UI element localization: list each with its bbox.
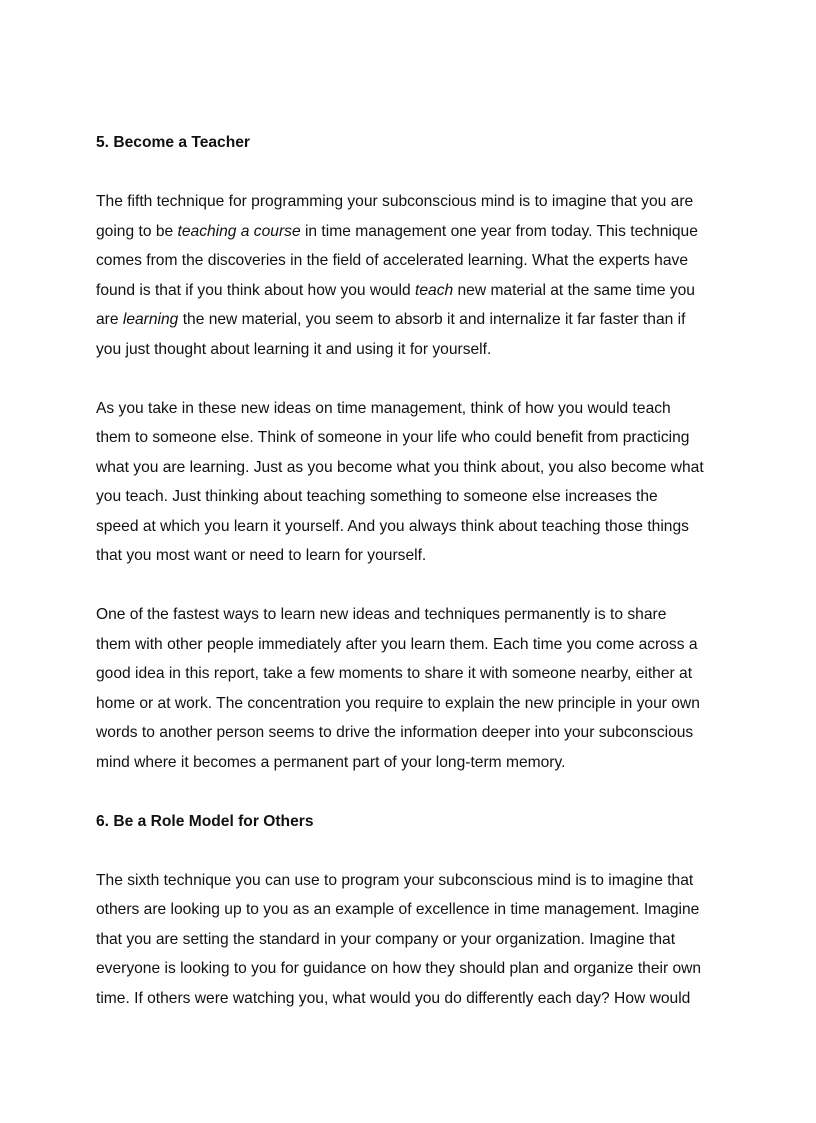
text-segment: comes from the discoveries in the field of accelerated learning. What the experts have (96, 252, 688, 269)
paragraph-spacer (96, 836, 726, 866)
text-segment: good idea in this report, take a few moments to share it with someone nearby, either at (96, 665, 693, 682)
text-line (96, 718, 726, 748)
text-line (96, 246, 726, 276)
text-line (96, 600, 726, 630)
text-segment: everyone is looking to you for guidance on how they should plan and organize their own (96, 960, 702, 977)
text-segment: The sixth technique you can use to program your subconscious mind is to imagine that (96, 871, 694, 889)
text-line (96, 512, 726, 542)
text-line (96, 453, 726, 483)
body-paragraph (96, 187, 726, 364)
italic-segment: teach (415, 281, 454, 299)
text-line (96, 895, 726, 925)
text-segment: in time management one year from today. This technique (300, 222, 698, 240)
text-line (96, 748, 726, 778)
body-paragraph (96, 866, 726, 1014)
text-segment: One of the fastest ways to learn new ideas and techniques permanently is to share (96, 606, 667, 623)
paragraph-spacer (96, 571, 726, 601)
text-line (96, 630, 726, 660)
text-segment: speed at which you learn it yourself. And you always think about teaching those things (96, 517, 689, 535)
text-line (96, 187, 726, 217)
text-line (96, 925, 726, 955)
text-segment: found is that if you think about how you would (96, 281, 416, 299)
text-segment: them to someone else. Think of someone in your life who could benefit from practicing (96, 429, 690, 446)
text-segment: time. If others were watching you, what would you do differently each day? How would (96, 989, 691, 1007)
text-segment: you teach. Just thinking about teaching something to someone else increases the (96, 488, 658, 505)
text-line (96, 954, 726, 984)
text-line (96, 689, 726, 719)
text-segment: that you most want or need to learn for yourself. (96, 547, 427, 564)
text-segment: As you take in these new ideas on time management, think of how you would teach (96, 399, 671, 417)
text-line (96, 305, 726, 335)
text-line (96, 276, 726, 306)
section-spacer (96, 777, 726, 807)
text-line (96, 984, 726, 1014)
text-segment: The fifth technique for programming your subconscious mind is to imagine that you are (96, 193, 694, 210)
italic-segment: teaching a course (177, 222, 301, 240)
document-body (96, 128, 726, 1013)
text-line (96, 423, 726, 453)
text-segment: the new material, you seem to absorb it and internalize it far faster than if (178, 311, 686, 328)
text-line (96, 541, 726, 571)
text-segment: them with other people immediately after you learn them. Each time you come across a (96, 635, 698, 653)
paragraph-spacer (96, 158, 726, 188)
text-line (96, 866, 726, 896)
text-segment: you just thought about learning it and using it for yourself. (96, 340, 492, 358)
text-segment: home or at work. The concentration you require to explain the new principle in your own (96, 694, 700, 712)
paragraph-spacer (96, 364, 726, 394)
body-paragraph (96, 600, 726, 777)
text-line (96, 482, 726, 512)
section-heading: 5. Become a Teacher (96, 134, 250, 151)
section-heading: 6. Be a Role Model for Others (96, 812, 314, 830)
body-paragraph (96, 394, 726, 571)
text-segment: going to be (96, 222, 178, 240)
text-segment: what you are learning. Just as you become what you think about, you also become what (96, 458, 704, 476)
text-segment: new material at the same time you (453, 281, 695, 299)
text-line (96, 335, 726, 365)
text-segment: mind where it becomes a permanent part of your long-term memory. (96, 753, 566, 771)
text-segment: words to another person seems to drive the information deeper into your subconscious (96, 724, 694, 741)
text-segment: are (96, 311, 123, 328)
text-line (96, 394, 726, 424)
text-segment: others are looking up to you as an example of excellence in time management. Imagine (96, 901, 700, 918)
text-segment: that you are setting the standard in your company or your organization. Imagine that (96, 930, 676, 948)
text-line (96, 659, 726, 689)
text-line (96, 217, 726, 247)
italic-segment: learning (122, 311, 179, 328)
